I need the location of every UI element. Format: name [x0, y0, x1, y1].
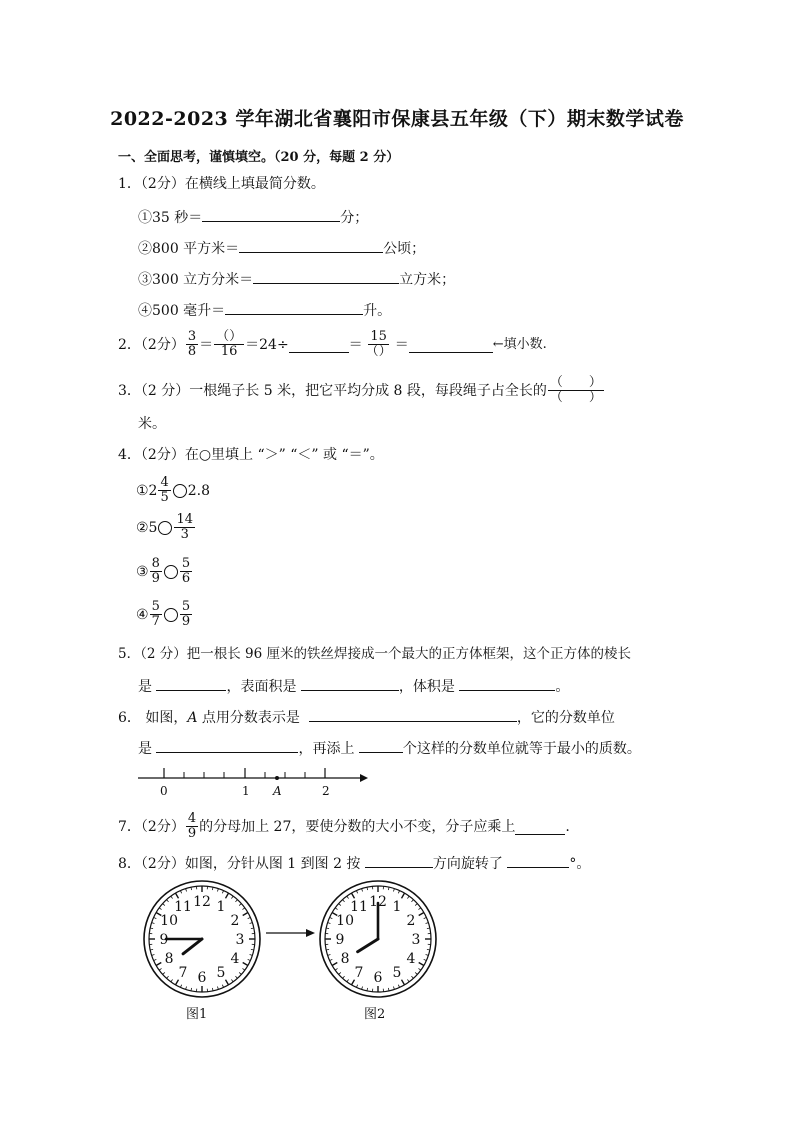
- q4-i4-b-num: 5: [181, 599, 191, 614]
- clock-tick: [242, 968, 244, 970]
- clock-tick: [347, 896, 349, 898]
- q1-blank-1[interactable]: [202, 206, 340, 222]
- q5-blank-volume[interactable]: [459, 675, 555, 691]
- clock-tick: [231, 979, 233, 981]
- numline-label-1: 1: [242, 784, 250, 798]
- q6-l1b: A: [187, 710, 198, 726]
- clock-tick: [154, 959, 157, 960]
- clock-tick: [180, 985, 181, 988]
- q5-l2d: 。: [555, 679, 570, 695]
- q1-blank-2[interactable]: [239, 237, 383, 253]
- q2: [118, 330, 547, 359]
- q4-i3-a-den: 9: [151, 571, 160, 586]
- clock-tick: [152, 923, 155, 924]
- clock-number: 8: [164, 951, 174, 967]
- clock-tick: [328, 954, 331, 955]
- q2-f2-den: 16: [220, 344, 238, 359]
- clock-tick: [171, 979, 173, 981]
- q4-stem: 4．（2分）在○里填上 “＞” “＜” 或 “＝”。: [118, 447, 384, 463]
- clock-tick: [226, 893, 229, 898]
- q2-suffix: ←填小数.: [492, 336, 547, 352]
- clock-tick: [343, 900, 345, 902]
- clock-tick: [418, 908, 420, 910]
- q4-i3-b-den: 6: [181, 571, 191, 586]
- clock-tick: [152, 954, 155, 955]
- q5-line-2: [138, 675, 569, 697]
- q5-l2b: ，表面积是: [226, 679, 297, 695]
- clock-number: 8: [340, 951, 350, 967]
- clock-number: 1: [216, 899, 226, 916]
- clock-tick: [222, 891, 223, 894]
- clock-tick: [407, 896, 409, 898]
- q3: [118, 376, 605, 405]
- q1-item-2-post: 公顷；: [383, 241, 426, 257]
- q2-eq-2: ＝: [348, 336, 363, 353]
- q6-l1a: 6． 如图，: [118, 710, 188, 726]
- q8-text1: 8．（2分）如图，分针从图 1 到图 2 按: [118, 856, 361, 872]
- q6-l1c: 点用分数表示是: [197, 710, 300, 726]
- clock-tick: [180, 891, 181, 894]
- clock-tick: [171, 896, 173, 898]
- clock-number: 5: [392, 964, 402, 981]
- clock-face-1: [144, 881, 260, 997]
- q6-blank-fraction[interactable]: [309, 706, 517, 722]
- q4-i4-b-den: 9: [181, 614, 191, 629]
- clock-tick: [243, 963, 248, 966]
- clock-number: 7: [178, 964, 188, 981]
- clock-tick: [163, 972, 165, 974]
- q2-f1-num: 3: [187, 329, 197, 344]
- clock-number: 1: [392, 899, 402, 916]
- q7-frac: [186, 812, 198, 841]
- q4-i1-post: 2.8: [187, 482, 211, 499]
- q7: [118, 812, 570, 841]
- q2-f3-num: 15: [370, 329, 387, 344]
- clock-tick: [398, 891, 399, 894]
- clock-tick: [415, 904, 417, 906]
- clock-number: 2: [230, 913, 240, 929]
- q5-blank-area[interactable]: [301, 675, 399, 691]
- clock-number: 6: [373, 970, 383, 986]
- clock-tick: [411, 900, 413, 902]
- q4-i1-den: 5: [160, 490, 169, 505]
- q1-item-1-pre: ①35 秒＝: [138, 210, 203, 226]
- q4-i1-frac: [158, 476, 170, 505]
- q1-item-4: [138, 299, 391, 321]
- q8-text2: 方向旋转了: [432, 856, 503, 872]
- q4-i1-num: 4: [160, 475, 169, 490]
- q3-paren-den: （ ）: [549, 390, 602, 405]
- clock-tick: [407, 979, 409, 981]
- clock-number: 7: [354, 964, 364, 981]
- clock-tick: [176, 893, 179, 898]
- page-title: 2022-2023 学年湖北省襄阳市保康县五年级（下）期末数学试卷: [110, 108, 684, 130]
- numline-label-2: 2: [322, 784, 330, 798]
- clock-number: 12: [369, 894, 387, 910]
- q1-stem: 1．（2分）在横线上填最简分数。: [118, 176, 325, 192]
- q4-i4-pre: ④: [136, 606, 149, 623]
- q5-line-1: 5．（2 分）把一根长 96 厘米的铁丝焊接成一个最大的正方体框架，这个正方体的棱长: [118, 646, 631, 662]
- figure-label-1: 图1: [186, 1007, 208, 1022]
- clock-tick: [242, 908, 244, 910]
- q3-text: 3．（2 分）一根绳子长 5 米，把它平均分成 8 段，每段绳子占全长的: [118, 382, 547, 399]
- q4-i3-frac-a: [150, 557, 162, 586]
- q6-l1d: ，它的分数单位: [516, 710, 615, 726]
- clock-tick: [362, 889, 363, 892]
- clock-tick: [231, 896, 233, 898]
- clock-tick: [163, 904, 165, 906]
- clock-tick: [418, 968, 420, 970]
- q2-blank-1[interactable]: [289, 337, 349, 353]
- clock-tick: [159, 968, 161, 970]
- clock-tick: [339, 904, 341, 906]
- hour-hand: [358, 939, 378, 952]
- q1-item-3-post: 立方米；: [399, 272, 456, 288]
- q1-blank-4[interactable]: [225, 299, 363, 315]
- q4-item-4: [136, 600, 193, 629]
- clock-tick: [186, 987, 187, 990]
- section-heading: 一、全面思考，谨慎填空。（20 分，每题 2 分）: [118, 150, 400, 165]
- q2-fraction-3: [364, 330, 394, 359]
- q2-f3-den: （）: [365, 344, 392, 359]
- q5-l2a: 是: [138, 679, 152, 695]
- q8-text3: °。: [569, 856, 591, 872]
- clock-tick: [419, 913, 424, 916]
- numline-label-a: A: [273, 784, 282, 798]
- clock-tick: [339, 972, 341, 974]
- clock-number: 9: [159, 932, 169, 948]
- q4-i3-a-num: 8: [151, 556, 160, 571]
- q6-l2b: ，再添上: [298, 741, 355, 757]
- clock-tick: [250, 923, 253, 924]
- q7-den: 9: [187, 826, 197, 841]
- q1-blank-3[interactable]: [253, 268, 399, 284]
- clock-tick: [248, 917, 251, 918]
- clock-figure-1: [136, 878, 268, 1000]
- q1-item-3-pre: ③300 立方分米＝: [138, 272, 254, 288]
- clock-tick: [217, 987, 218, 990]
- clock-face-2: [320, 881, 436, 997]
- clock-tick: [411, 976, 413, 978]
- clock-number: 3: [411, 932, 421, 948]
- q1-item-4-pre: ④500 毫升＝: [138, 303, 226, 319]
- q4-i2-num: 14: [176, 512, 194, 527]
- clock-number: 11: [350, 899, 368, 916]
- clock-tick: [330, 959, 333, 960]
- clock-tick: [356, 891, 357, 894]
- q6-blank-unit[interactable]: [156, 737, 298, 753]
- q2-f1-den: 8: [187, 344, 197, 359]
- q1-item-2-pre: ②800 平方米＝: [138, 241, 240, 257]
- q4-i2-pre: ②5: [136, 519, 158, 536]
- q4-i3-frac-b: [180, 557, 192, 586]
- q8-blank-degrees[interactable]: [507, 852, 569, 868]
- compare-circle[interactable]: [164, 608, 178, 622]
- q1-item-1-post: 分；: [340, 210, 369, 226]
- clock-number: 10: [336, 913, 355, 929]
- q3-blank-fraction[interactable]: [548, 376, 604, 405]
- clock-tick: [426, 954, 429, 955]
- clock-tick: [398, 985, 399, 988]
- q4-i3-b-num: 5: [181, 556, 191, 571]
- q7-end: .: [565, 818, 570, 835]
- clock-tick: [330, 917, 333, 918]
- q6-l2a: 是: [138, 741, 152, 757]
- q4-i2-den: 3: [180, 527, 189, 542]
- clock-tick: [335, 968, 337, 970]
- q6-l2c: 个这样的分数单位就等于最小的质数。: [402, 741, 641, 757]
- q5-l2c: ，体积是: [398, 679, 455, 695]
- clock-tick: [343, 976, 345, 978]
- q3-paren-num: （ ）: [549, 375, 602, 390]
- q4-item-3: [136, 557, 193, 586]
- q2-fraction-1: [186, 330, 198, 359]
- q2-mid: ＝24÷: [245, 336, 289, 353]
- q1-item-4-post: 升。: [363, 303, 392, 319]
- hour-hand: [183, 939, 202, 954]
- q4-i4-frac-a: [150, 600, 162, 629]
- clock-tick: [419, 963, 424, 966]
- clock-tick: [402, 893, 405, 898]
- q2-f2-num: （）: [216, 329, 243, 344]
- clock-tick: [222, 985, 223, 988]
- q8-blank-direction[interactable]: [365, 852, 433, 868]
- q2-eq-1: ＝: [199, 336, 214, 353]
- clock-tick: [239, 904, 241, 906]
- q4-i4-a-den: 7: [151, 614, 160, 629]
- clock-number: 2: [406, 913, 416, 929]
- q5-blank-edge[interactable]: [156, 675, 226, 691]
- q2-blank-2[interactable]: [409, 337, 493, 353]
- clock-number: 12: [193, 894, 211, 910]
- clock-tick: [186, 889, 187, 892]
- clock-tick: [217, 889, 218, 892]
- clock-tick: [154, 917, 157, 918]
- q6-blank-count[interactable]: [359, 737, 403, 753]
- clock-tick: [352, 893, 355, 898]
- clock-tick: [393, 987, 394, 990]
- q4-i2-frac: [174, 513, 195, 542]
- clock-tick: [424, 959, 427, 960]
- clock-tick: [328, 923, 331, 924]
- clock-number: 5: [216, 964, 226, 981]
- clock-tick: [250, 954, 253, 955]
- q7-blank[interactable]: [515, 819, 565, 835]
- clock-tick: [159, 908, 161, 910]
- clock-number: 4: [230, 951, 240, 967]
- compare-circle[interactable]: [158, 521, 172, 535]
- clock-tick: [347, 979, 349, 981]
- clock-tick: [243, 913, 248, 916]
- clock-tick: [356, 985, 357, 988]
- clock-tick: [156, 963, 161, 966]
- q4-i4-frac-b: [180, 600, 192, 629]
- q2-eq-3: ＝: [394, 336, 409, 353]
- clock-number: 4: [406, 951, 416, 967]
- q2-fraction-2: [214, 330, 244, 359]
- clock-number: 11: [174, 899, 192, 916]
- clock-figure-2: [312, 878, 444, 1000]
- q7-text: 的分母加上 27，要使分数的大小不变，分子应乘上: [199, 818, 516, 835]
- arrow-icon: [262, 925, 318, 941]
- q1-item-2: [138, 237, 425, 259]
- clock-tick: [226, 980, 229, 985]
- clock-tick: [239, 972, 241, 974]
- q4-item-1: [136, 476, 210, 505]
- q8-line: [118, 852, 590, 874]
- compare-circle[interactable]: [173, 484, 187, 498]
- q4-i3-pre: ③: [136, 563, 149, 580]
- clock-tick: [402, 980, 405, 985]
- q7-num: 4: [187, 811, 197, 826]
- clock-tick: [332, 963, 337, 966]
- q4-item-2: [136, 513, 196, 542]
- q1-item-1: [138, 206, 368, 228]
- clock-tick: [393, 889, 394, 892]
- number-line: [134, 765, 374, 785]
- q6-line-1: [118, 706, 615, 728]
- clock-number: 9: [335, 932, 345, 948]
- numline-label-0: 0: [160, 784, 168, 798]
- clock-number: 3: [235, 932, 245, 948]
- figure-label-2: 图2: [364, 1007, 386, 1022]
- clock-tick: [426, 923, 429, 924]
- clock-tick: [362, 987, 363, 990]
- clock-tick: [167, 900, 169, 902]
- clock-tick: [424, 917, 427, 918]
- clock-tick: [167, 976, 169, 978]
- q6-line-2: [138, 737, 641, 759]
- compare-circle[interactable]: [164, 565, 178, 579]
- clock-tick: [335, 908, 337, 910]
- q4-i4-a-num: 5: [151, 599, 160, 614]
- q1-item-3: [138, 268, 455, 290]
- clock-number: 6: [197, 970, 207, 986]
- clock-number: 10: [160, 913, 179, 929]
- q4-i1-pre: ①2: [136, 482, 158, 499]
- q3-unit: 米。: [138, 416, 166, 432]
- q2-prefix: 2．（2分）: [118, 336, 185, 353]
- clock-tick: [235, 976, 237, 978]
- clock-tick: [248, 959, 251, 960]
- clock-tick: [235, 900, 237, 902]
- clock-tick: [415, 972, 417, 974]
- q7-prefix: 7．（2分）: [118, 818, 185, 835]
